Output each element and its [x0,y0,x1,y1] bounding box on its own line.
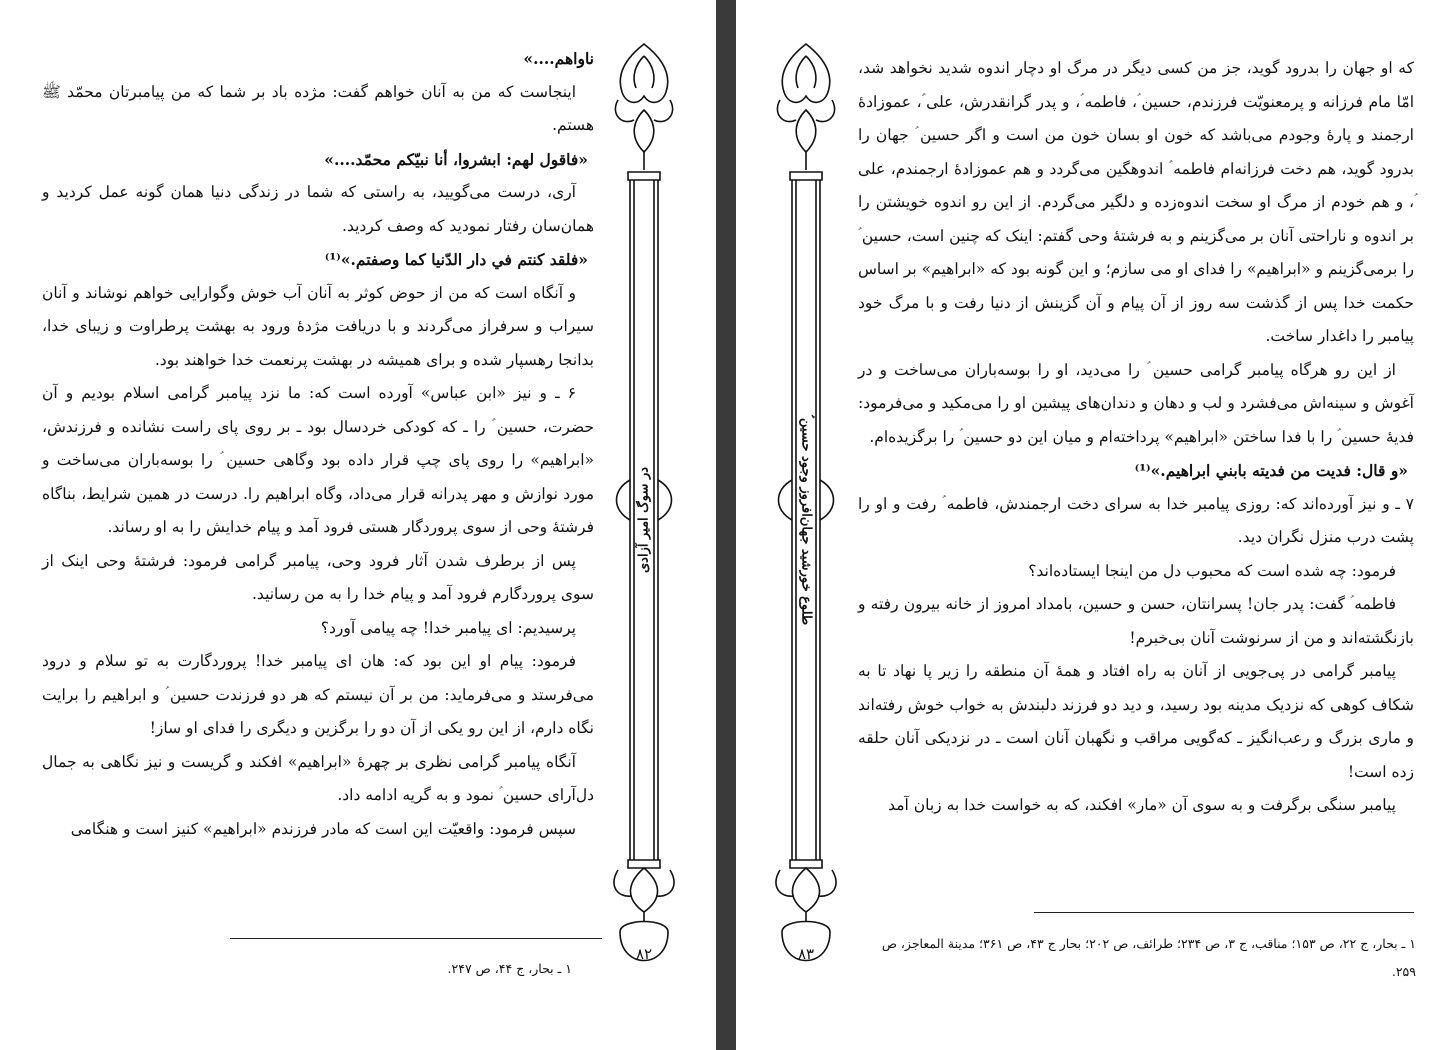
footnote: ۱ ـ بحار، ج ۴۴، ص ۲۴۷. [447,961,572,976]
quote: «فاقول لهم: ابشروا، أنا نبيّكم محمّد....» [324,149,588,169]
paragraph: فرمود: پیام او این بود که: هان ای پیامبر خدا! پروردگارت به تو سلام و درود می‌فرستد و می‌فرماید: من بر آن نیستم که هر دو فرزندت حسین ؑ و ابراهیم را برایت نگاه دارم، از این رو یکی از آن دو را برگزین و دیگری را فدای او ساز! [42,652,594,737]
book-gutter [716,0,736,1050]
paragraph: ناواهم....» [523,49,594,68]
paragraph: ۶ ـ و نیز «ابن عباس» آورده است که: ما نزد پیامبر گرامی اسلام بودیم و آن حضرت، حسین ؑ را ـ که کودکی خردسال بود ـ بر روی پای راست نشانده و فرزندش، «ابراهیم» را روی پای چپ قرار داده بود وگاهی حسین ؑ را بوسه‌باران می‌ساخت و مورد نوازش و مهر پدرانه قرار می‌داد، وگاه ابراهیم را. درست در همین شرایط، بناگاه فرشتهٔ وحی از سوی پروردگار هستی فرود آمد و پیام خدایش را به او رساند. [42,384,594,536]
running-head-text: طلوع خورشید جهان‌افروز وجود حسین ؑ [798,414,814,626]
paragraph: اینجاست که من به آنان خواهم گفت: مژده باد بر شما که من پیامبرتان محمّد ﷺ هستم. [42,82,594,134]
footnote: ۱ ـ بحار، ج ۲۲، ص ۱۵۳؛ مناقب، ج ۳، ص ۲۳۴؛ طرائف، ص ۲۰۲؛ بحار ج ۴۳، ص ۳۶۱؛ مدینة المعاجز، ص ۲۵۹. [881,936,1416,979]
ornamental-border [604,40,684,1000]
left-page [0,0,716,1050]
paragraph: پس از برطرف شدن آثار فرود وحی، پیامبر گرامی فرمود: فرشتهٔ وحی اینک از سوی پروردگارم فرود آمد و پیام خدا را به من رسانید. [42,551,594,603]
paragraph: فاطمه ؑ گفت: پدر جان! پسرانتان، حسن و حسین، بامداد امروز از خانه بیرون رفته و بازنگشته‌اند و من از سرنوشت آنان بی‌خبرم! [858,595,1414,647]
ornamental-border [766,40,846,1000]
paragraph: سپس فرمود: واقعیّت این است که مادر فرزندم «ابراهیم» کنیز است و هنگامی [70,819,576,838]
paragraph: که او جهان را بدرود گوید، جز من کسی دیگر در مرگ او دچار اندوه شدید نخواهد شد، امّا مام فرزانه و پرمعنویّت فرزندم، حسین ؑ، فاطمه ؑ، و پدر گرانقدرش، علی ؑ، عموزادهٔ ارجمند و پارهٔ وجودم می‌باشد که خون او بسان خون من است و اگر حسین ؑ جهان را بدرود گوید، هم دخت فرزانه‌ام فاطمه ؑ اندوهگین می‌گردد و هم عموزادهٔ ارجمندم، علی ؑ، و هم خودم از مرگ او سخت اندوه‌زده و دلگیر می‌گردم. از این رو اندوه خویشتن را بر اندوه و ناراحتی آنان بر می‌گزینم و به فرشتهٔ وحی گفتم: اینک که چنین است، حسین ؑ را برمی‌گزینم و «ابراهیم» را فدای او می سازم؛ و این گونه بود که «ابراهیم» بر اساس حکمت خدا پس از گذشت سه روز از آن پیام و آن گزینش از دنیا رفت و با مرگ خود پیامبر را داغدار ساخت. [858,59,1414,345]
paragraph: آنگاه پیامبر گرامی نظری بر چهرهٔ «ابراهیم» افکند و گریست و نیز نگاهی به جمال دل‌آرای حسین ؑ نمود و به گریه ادامه داد. [42,752,594,804]
paragraph: پیامبر گرامی در پی‌جویی از آنان به راه افتاد و همهٔ آن منطقه را زیر پا نهاد تا به شکاف کوهی که نزدیک مدینه بود رسید، و دید دو فرزند دلبندش به خواب خوش رفته‌اند و ماری بزرگ و رعب‌انگیز ـ که‌گویی مراقب و نگهبان آنان است ـ در نزدیکی آنان حلقه زده است! [858,662,1414,781]
paragraph: فرمود: چه شده است که محبوب دل من اینجا ایستاده‌اند؟ [1028,561,1396,580]
paragraph: پیامبر سنگی برگرفت و به سوی آن «مار» افکند، که به خواست خدا به زبان آمد [888,796,1396,814]
paragraph: پرسیدیم: ای پیامبر خدا! چه پیامی آورد؟ [320,618,576,637]
quote: «فلقد كنتم في دار الدّنيا كما وصفتم.»⁽¹⁾ [324,250,588,269]
footnote-divider [1034,912,1414,913]
page-number: ۸۳ [797,945,815,963]
footnote-divider [230,938,602,939]
right-text-column [858,52,1414,823]
paragraph: آری، درست می‌گویید، به راستی که شما در زندگی دنیا همان گونه عمل کردید و همان‌سان رفتار نمودید که وصف کردید. [42,183,594,235]
running-head-text: در سوگ امیر آزادی [636,466,652,574]
quote: «و قال: فديت من فديته بابني ابراهيم.»⁽¹⁾ [1134,461,1408,480]
paragraph: از این رو هرگاه پیامبر گرامی حسین ؑ را می‌دید، او را بوسه‌باران می‌ساخت و در آغوش و سینه‌اش می‌فشرد و لب و دهان و دندان‌های پیشین او را می‌مکید و می‌فرمود: فدیهٔ حسین ؑ را با فدا ساختن «ابراهیم» پرداخته‌ام و میان این دو حسین ؑ را برگزیده‌ام. [858,360,1414,446]
right-page [736,0,1445,1050]
left-text-column [42,42,594,846]
page-number: ۸۲ [635,945,653,963]
paragraph: و آنگاه است که من از حوض کوثر به آنان آب خوش وگوارایی خواهم نوشاند و آنان سیراب و سرفراز می‌گردند و با دریافت مژدهٔ ورود به بهشت پرطراوت و زیبای خدا، بدانجا رهسپار شده و برای همیشه در بهشت پرنعمت خدا خواهند بود. [42,283,594,369]
paragraph: ۷ ـ و نیز آورده‌اند که: روزی پیامبر خدا به سرای دخت ارجمندش، فاطمه ؑ رفت و او را پشت درب منزل نگران دید. [858,494,1414,546]
